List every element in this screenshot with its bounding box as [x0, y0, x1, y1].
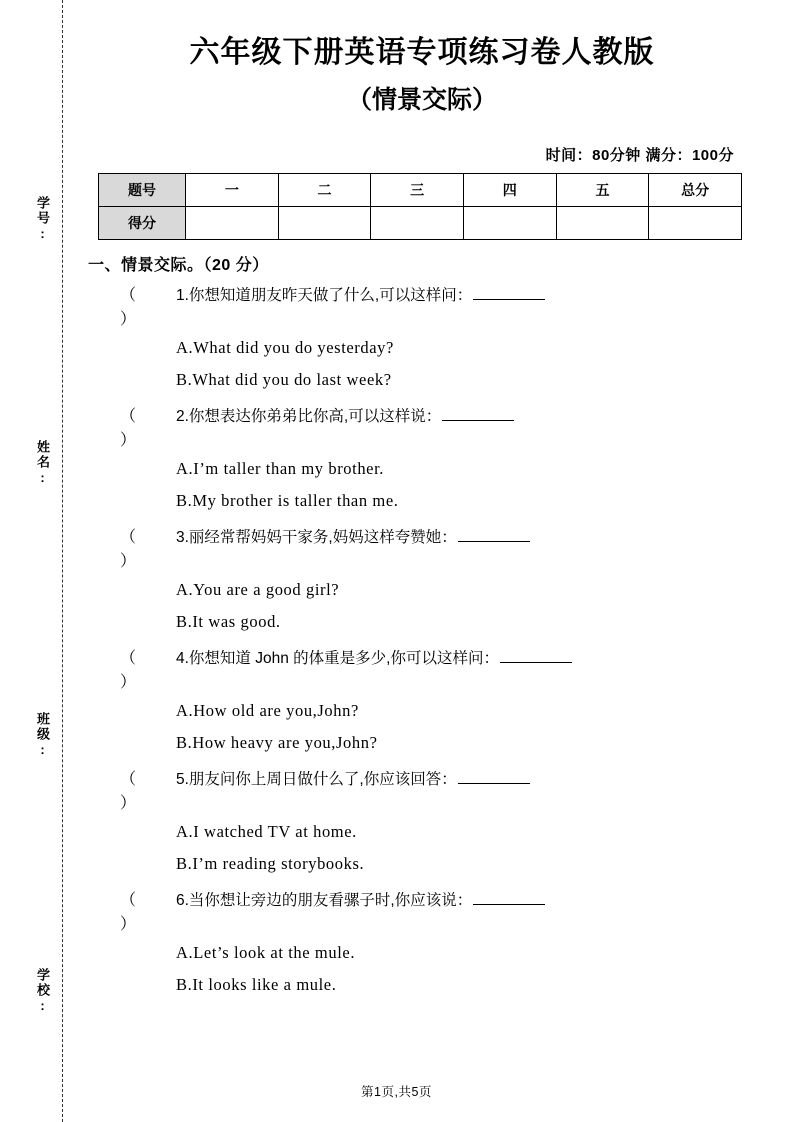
question-4 — [86, 647, 758, 759]
score-table-col-1: 一 — [186, 174, 279, 207]
score-cell-2[interactable] — [278, 207, 371, 240]
score-cell-5[interactable] — [556, 207, 649, 240]
page-subtitle: （情景交际） — [346, 86, 497, 114]
sidebar-label-banji: 班级: — [35, 712, 50, 759]
question-4-text: 4.你想知道 John 的体重是多少,你可以这样问： — [176, 650, 499, 667]
question-5-option-a[interactable]: A.I watched TV at home. — [176, 822, 357, 841]
question-2-option-b[interactable]: B.My brother is taller than me. — [176, 491, 399, 510]
page-footer: 第1页,共5页 — [361, 1085, 432, 1099]
score-cell-3[interactable] — [371, 207, 464, 240]
sidebar-label-xuehao: 学号: — [35, 196, 50, 243]
question-6-option-a[interactable]: A.Let’s look at the mule. — [176, 943, 356, 962]
question-1-option-a[interactable]: A.What did you do yesterday? — [176, 338, 394, 357]
question-5-text: 5.朋友问你上周日做什么了,你应该回答： — [176, 771, 457, 788]
score-table-row-label-score: 得分 — [99, 207, 186, 240]
question-3-text: 3.丽经常帮妈妈干家务,妈妈这样夸赞她： — [176, 529, 457, 546]
score-cell-4[interactable] — [463, 207, 556, 240]
question-6 — [86, 889, 758, 1001]
content-column — [86, 0, 758, 1122]
answer-blank-5[interactable] — [458, 768, 530, 784]
page-title: 六年级下册英语专项练习卷人教版 — [189, 36, 655, 69]
answer-blank-6[interactable] — [473, 889, 545, 905]
question-2 — [86, 405, 758, 517]
score-table-col-total: 总分 — [649, 174, 742, 207]
sidebar-label-xuexiao: 学校: — [35, 968, 50, 1015]
question-5-option-b[interactable]: B.I’m reading storybooks. — [176, 854, 365, 873]
question-1-option-b[interactable]: B.What did you do last week? — [176, 370, 392, 389]
question-6-prompt — [86, 889, 758, 937]
score-cell-total[interactable] — [649, 207, 742, 240]
score-cell-1[interactable] — [186, 207, 279, 240]
question-1-text: 1.你想知道朋友昨天做了什么,可以这样问： — [176, 287, 473, 304]
table-row-header — [99, 174, 742, 207]
question-2-prompt — [86, 405, 758, 453]
answer-blank-1[interactable] — [473, 284, 545, 300]
answer-paren-1[interactable]: （ ） — [120, 287, 147, 328]
question-3 — [86, 526, 758, 638]
answer-paren-4[interactable]: （ ） — [120, 650, 147, 691]
answer-blank-2[interactable] — [442, 405, 514, 421]
answer-paren-3[interactable]: （ ） — [120, 529, 147, 570]
cut-line — [62, 0, 63, 1122]
question-6-text: 6.当你想让旁边的朋友看骡子时,你应该说： — [176, 892, 473, 909]
question-5-prompt — [86, 768, 758, 816]
score-table — [98, 173, 742, 240]
section-title: 一、情景交际。（20 分） — [88, 257, 269, 274]
question-1 — [86, 284, 758, 396]
question-2-text: 2.你想表达你弟弟比你高,可以这样说： — [176, 408, 442, 425]
question-4-option-b[interactable]: B.How heavy are you,John? — [176, 733, 378, 752]
question-3-prompt — [86, 526, 758, 574]
answer-blank-3[interactable] — [458, 526, 530, 542]
score-table-col-4: 四 — [463, 174, 556, 207]
score-table-col-3: 三 — [371, 174, 464, 207]
answer-paren-5[interactable]: （ ） — [120, 771, 147, 812]
question-2-option-a[interactable]: A.I’m taller than my brother. — [176, 459, 385, 478]
answer-paren-6[interactable]: （ ） — [120, 892, 147, 933]
answer-paren-2[interactable]: （ ） — [120, 408, 147, 449]
question-4-prompt — [86, 647, 758, 695]
answer-blank-4[interactable] — [500, 647, 572, 663]
question-1-prompt — [86, 284, 758, 332]
table-row-scores — [99, 207, 742, 240]
question-3-option-a[interactable]: A.You are a good girl? — [176, 580, 340, 599]
question-6-option-b[interactable]: B.It looks like a mule. — [176, 975, 337, 994]
score-table-row-label-number: 题号 — [99, 174, 186, 207]
score-table-col-2: 二 — [278, 174, 371, 207]
question-3-option-b[interactable]: B.It was good. — [176, 612, 281, 631]
question-5 — [86, 768, 758, 880]
sidebar-label-xingming: 姓名: — [35, 440, 50, 487]
question-4-option-a[interactable]: A.How old are you,John? — [176, 701, 359, 720]
exam-meta: 时间：80分钟 满分：100分 — [545, 147, 734, 164]
score-table-col-5: 五 — [556, 174, 649, 207]
